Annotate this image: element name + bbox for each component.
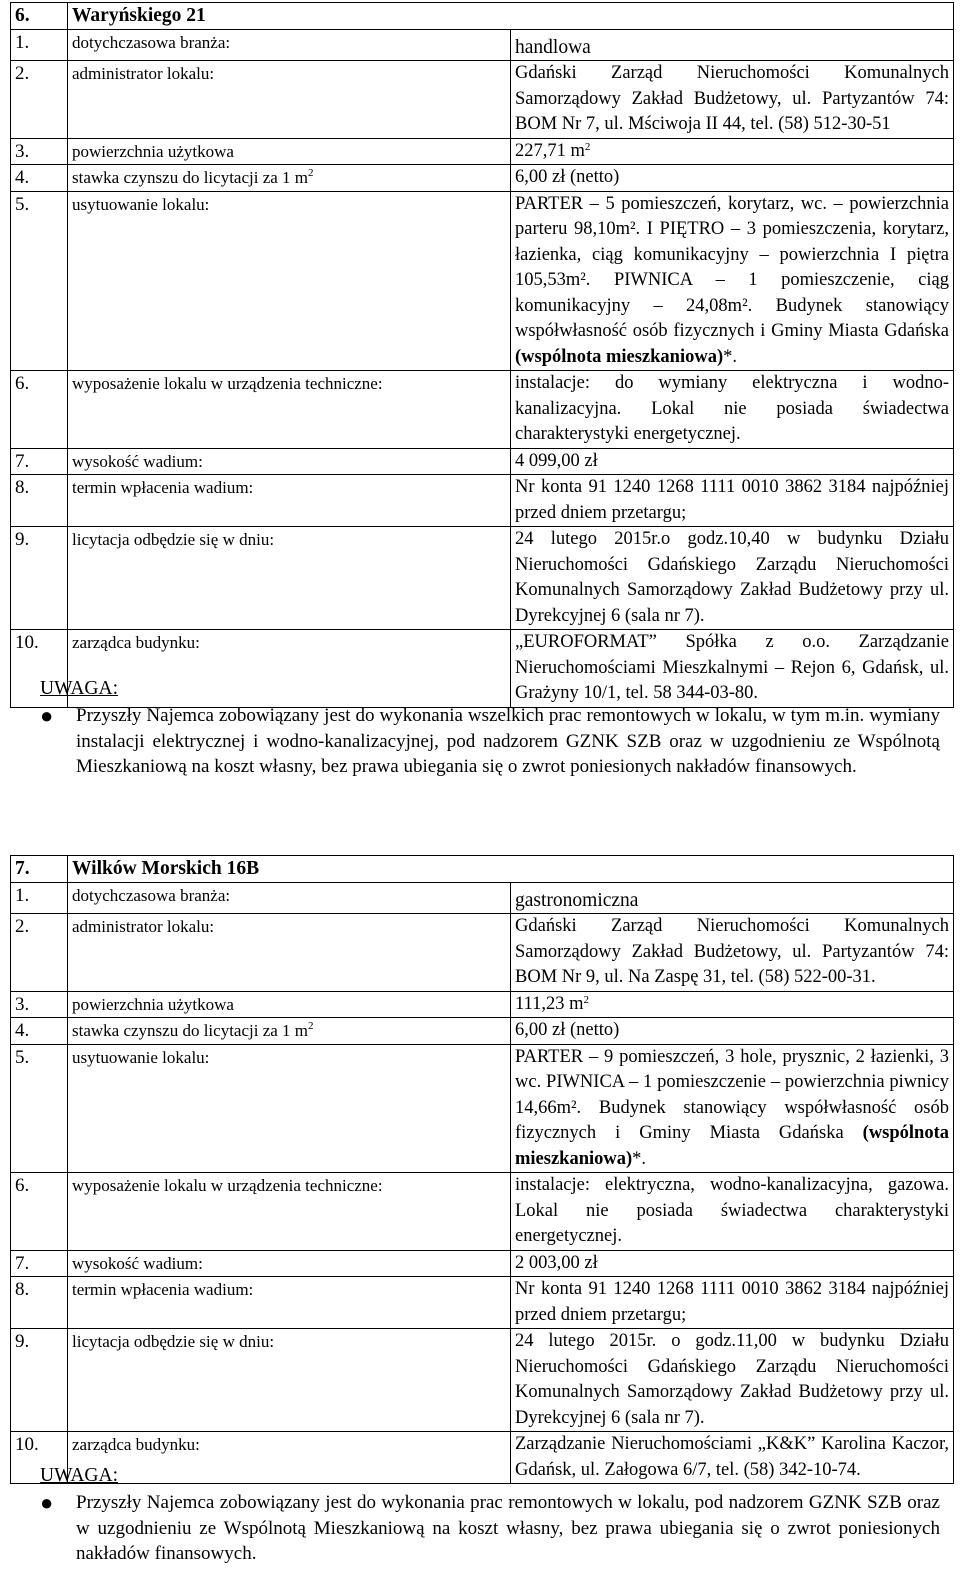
- uwaga-note-text: Przyszły Najemca zobowiązany jest do wykonania prac remontowych w lokalu, pod nadzorem GZNK SZB oraz w uzgodnieniu ze Wspólnotą Mieszkaniową na koszt własny, bez prawa ubiegania się o zwrot poniesionych nakładów finansowych.: [76, 1492, 940, 1564]
- table-row: [11, 475, 954, 527]
- table-row: [11, 138, 954, 165]
- row-value-text: 227,71 m: [515, 140, 585, 161]
- row-number: 3.: [11, 138, 68, 165]
- table-row: [11, 991, 954, 1018]
- row-number: 8.: [11, 1277, 68, 1329]
- uwaga-note: [40, 1490, 940, 1567]
- uwaga-note-text: Przyszły Najemca zobowiązany jest do wykonania wszelkich prac remontowych w lokalu, w tym m.in. wymiany instalacji elektrycznej i wodno-kanalizacyjnej, pod nadzorem GZNK SZB oraz w uzgodnieniu ze Wspólnotą Mieszkaniową na koszt własny, bez prawa ubiegania się o zwrot poniesionych nakładów finansowych.: [76, 705, 940, 777]
- row-value-bold: (wspólnota mieszkaniowa): [515, 346, 724, 367]
- listing-header-blank: [511, 3, 954, 30]
- row-value: Nr konta 91 1240 1268 1111 0010 3862 3184 najpóźniej przed dniem przetargu;: [511, 1277, 954, 1329]
- superscript: 2: [583, 993, 590, 1006]
- row-value: 2 003,00 zł: [511, 1250, 954, 1277]
- row-number: 5.: [11, 191, 68, 371]
- row-number: 9.: [11, 1329, 68, 1432]
- superscript: 2: [584, 140, 591, 153]
- row-label: dotychczasowa branża:: [68, 29, 511, 61]
- row-value: 6,00 zł (netto): [511, 1018, 954, 1045]
- row-value: [511, 991, 954, 1018]
- row-value: [511, 191, 954, 371]
- row-value: [511, 138, 954, 165]
- row-number: 7.: [11, 448, 68, 475]
- row-value: Zarządzanie Nieruchomościami „K&K” Karolina Kaczor, Gdańsk, ul. Załogowa 6/7, tel. (58) 342-10-74.: [511, 1432, 954, 1484]
- row-label: [68, 1018, 511, 1045]
- row-number: 9.: [11, 527, 68, 630]
- list-item: [40, 1490, 940, 1567]
- table-row: [11, 1277, 954, 1329]
- row-number: 5.: [11, 1044, 68, 1173]
- superscript: 2: [308, 1020, 314, 1032]
- listing-header-row: [11, 856, 954, 883]
- table-row: [11, 165, 954, 192]
- row-value: Gdański Zarząd Nieruchomości Komunalnych Samorządowy Zakład Budżetowy, ul. Partyzantów 74: BOM Nr 7, ul. Mściwoja II 44, tel. (58) 512-30-51: [511, 61, 954, 139]
- row-value: instalacje: elektryczna, wodno-kanalizacyjna, gazowa. Lokal nie posiada świadectwa charakterystyki energetycznej.: [511, 1173, 954, 1251]
- row-number: 7.: [11, 1250, 68, 1277]
- row-label: termin wpłacenia wadium:: [68, 475, 511, 527]
- listing-section-1: [10, 2, 954, 708]
- row-value: [511, 29, 954, 61]
- row-label-text: stawka czynszu do licytacji za 1 m: [72, 1021, 309, 1040]
- row-label-text: stawka czynszu do licytacji za 1 m: [72, 168, 309, 187]
- row-value: [511, 1044, 954, 1173]
- row-number: 10.: [11, 1432, 68, 1484]
- row-label: administrator lokalu:: [68, 61, 511, 139]
- table-row: [11, 29, 954, 61]
- table-row: [11, 1432, 954, 1484]
- row-number: 4.: [11, 1018, 68, 1045]
- table-row: [11, 371, 954, 449]
- row-value: Nr konta 91 1240 1268 1111 0010 3862 3184 najpóźniej przed dniem przetargu;: [511, 475, 954, 527]
- row-label: dotychczasowa branża:: [68, 882, 511, 914]
- listing-header-blank: [511, 856, 954, 883]
- row-label: licytacja odbędzie się w dniu:: [68, 527, 511, 630]
- bullet-icon: ●: [40, 703, 54, 728]
- table-row: [11, 882, 954, 914]
- row-label: [68, 165, 511, 192]
- table-row: [11, 1044, 954, 1173]
- row-label: powierzchnia użytkowa: [68, 138, 511, 165]
- row-label: powierzchnia użytkowa: [68, 991, 511, 1018]
- table-row: [11, 191, 954, 371]
- row-number: 1.: [11, 882, 68, 914]
- row-number: 3.: [11, 991, 68, 1018]
- row-value: [511, 882, 954, 914]
- row-value: 6,00 zł (netto): [511, 165, 954, 192]
- row-value-text: PARTER – 5 pomieszczeń, korytarz, wc. – powierzchnia parteru 98,10m². I PIĘTRO – 3 pomieszczenia, korytarz, łazienka, ciąg komunikacyjny – powierzchnia I piętra 105,53m². PIWNICA – 1 pomieszczenie, ciąg komunikacyjny – 24,08m². Budynek stanowiący współwłasność osób fizycznych i Gminy Miasta Gdańska: [515, 193, 949, 341]
- table-row: [11, 61, 954, 139]
- row-label: wyposażenie lokalu w urządzenia techniczne:: [68, 1173, 511, 1251]
- table-row: [11, 630, 954, 708]
- row-number: 1.: [11, 29, 68, 61]
- row-label: zarządca budynku:: [68, 1432, 511, 1484]
- row-label: wyposażenie lokalu w urządzenia techniczne:: [68, 371, 511, 449]
- row-value: instalacje: do wymiany elektryczna i wodno-kanalizacyjna. Lokal nie posiada świadectwa charakterystyki energetycznej.: [511, 371, 954, 449]
- listing-header-row: [11, 3, 954, 30]
- row-value-tail: *.: [723, 346, 738, 367]
- row-value: 4 099,00 zł: [511, 448, 954, 475]
- row-label: termin wpłacenia wadium:: [68, 1277, 511, 1329]
- row-value-text: PARTER – 9 pomieszczeń, 3 hole, prysznic, 2 łazienki, 3 wc. PIWNICA – 1 pomieszczenie – powierzchnia piwnicy 14,66m². Budynek stanowiący współwłasność osób fizycznych i Gminy Miasta Gdańska: [515, 1046, 949, 1143]
- row-value: 24 lutego 2015r. o godz.11,00 w budynku Działu Nieruchomości Gdańskiego Zarządu Nieruchomości Komunalnych Samorządowy Zakład Budżetowy przy ul. Dyrekcyjnej 6 (sala nr 7).: [511, 1329, 954, 1432]
- table-row: [11, 1329, 954, 1432]
- listing-number: 6.: [11, 3, 68, 30]
- row-number: 4.: [11, 165, 68, 192]
- row-label: usytuowanie lokalu:: [68, 1044, 511, 1173]
- uwaga-note: [40, 703, 940, 780]
- row-value-text: gastronomiczna: [515, 889, 639, 911]
- listing-table-1: [10, 2, 954, 708]
- superscript: 2: [308, 167, 314, 179]
- listing-table-2: [10, 855, 954, 1484]
- listing-number: 7.: [11, 856, 68, 883]
- listing-section-2: [10, 855, 954, 1484]
- uwaga-heading: UWAGA:: [40, 678, 118, 699]
- row-label: wysokość wadium:: [68, 448, 511, 475]
- row-number: 6.: [11, 371, 68, 449]
- row-number: 2.: [11, 914, 68, 992]
- row-label: wysokość wadium:: [68, 1250, 511, 1277]
- row-value-tail: *.: [632, 1148, 647, 1169]
- table-row: [11, 527, 954, 630]
- row-value: Gdański Zarząd Nieruchomości Komunalnych Samorządowy Zakład Budżetowy, ul. Partyzantów 74: BOM Nr 9, ul. Na Zaspę 31, tel. (58) 522-00-31.: [511, 914, 954, 992]
- row-number: 6.: [11, 1173, 68, 1251]
- row-number: 8.: [11, 475, 68, 527]
- table-row: [11, 1018, 954, 1045]
- row-value-text: handlowa: [515, 36, 591, 58]
- row-value: „EUROFORMAT” Spółka z o.o. Zarządzanie Nieruchomościami Mieszkalnymi – Rejon 6, Gdańsk, ul. Grażyny 10/1, tel. 58 344-03-80.: [511, 630, 954, 708]
- row-label: zarządca budynku:: [68, 630, 511, 708]
- table-row: [11, 1250, 954, 1277]
- table-row: [11, 914, 954, 992]
- row-label: usytuowanie lokalu:: [68, 191, 511, 371]
- row-number: 2.: [11, 61, 68, 139]
- row-label: administrator lokalu:: [68, 914, 511, 992]
- list-item: [40, 703, 940, 780]
- bullet-icon: ●: [40, 1490, 54, 1515]
- table-row: [11, 448, 954, 475]
- row-value-text: 111,23 m: [515, 993, 584, 1014]
- table-row: [11, 1173, 954, 1251]
- listing-title: Waryńskiego 21: [68, 3, 511, 30]
- row-value-bold: (wspólnota mieszkaniowa): [515, 1123, 950, 1169]
- row-number: 10.: [11, 630, 68, 708]
- uwaga-heading: UWAGA:: [40, 1465, 118, 1486]
- row-label: licytacja odbędzie się w dniu:: [68, 1329, 511, 1432]
- listing-title: Wilków Morskich 16B: [68, 856, 511, 883]
- row-value: 24 lutego 2015r.o godz.10,40 w budynku Działu Nieruchomości Gdańskiego Zarządu Nieruchomości Komunalnych Samorządowy Zakład Budżetowy przy ul. Dyrekcyjnej 6 (sala nr 7).: [511, 527, 954, 630]
